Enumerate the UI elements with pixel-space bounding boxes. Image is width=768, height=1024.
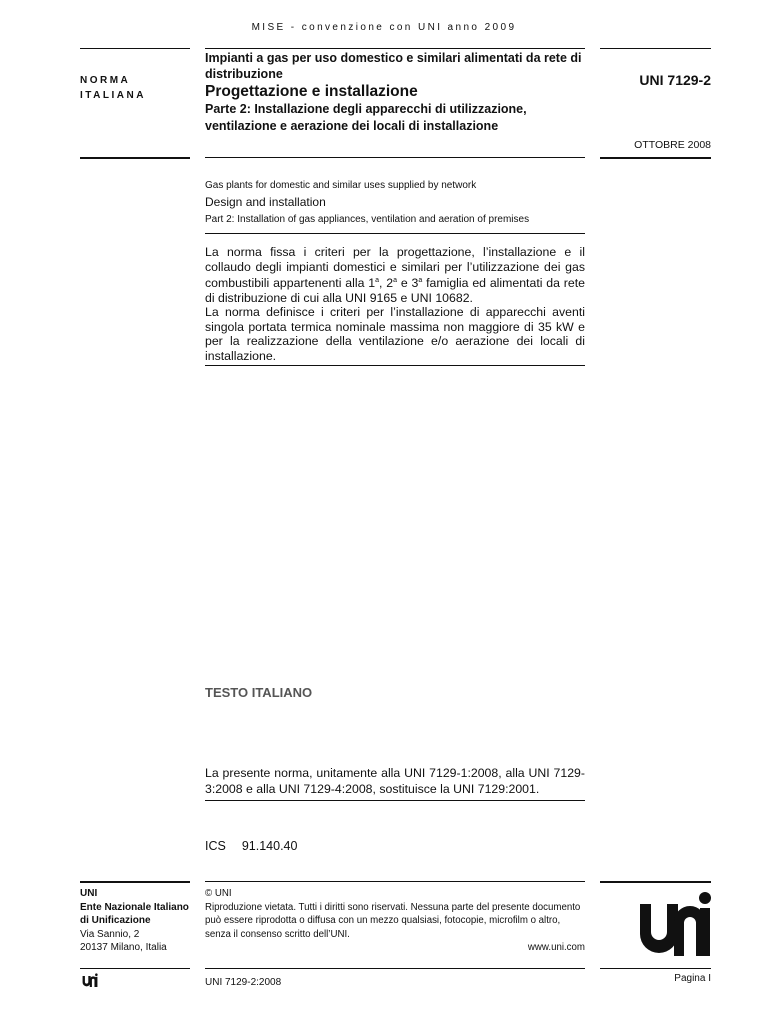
rule-mid-bottom bbox=[205, 968, 585, 969]
publisher-short: UNI bbox=[80, 888, 98, 899]
norma-label-line2: ITALIANA bbox=[80, 90, 146, 101]
publisher-info bbox=[80, 887, 195, 955]
english-title-block bbox=[205, 180, 595, 227]
title-line2: Progettazione e installazione bbox=[205, 83, 418, 100]
testo-italiano-label: TESTO ITALIANO bbox=[205, 685, 313, 700]
title-block bbox=[205, 50, 595, 135]
website-link[interactable]: www.uni.com bbox=[527, 942, 585, 953]
uni-logo bbox=[638, 890, 712, 956]
rights-text: Riproduzione vietata. Tutti i diritti sono riservati. Nessuna parte del presente documento può essere riprodotta o diffusa con un mezzo qualsiasi, fotocopie, microfilm o altro, senza il consenso scritto dell’UNI. bbox=[205, 901, 581, 940]
rule-left-footer bbox=[80, 881, 190, 883]
rule-left-mid bbox=[80, 157, 190, 159]
document-header-text: MISE - convenzione con UNI anno 2009 bbox=[251, 22, 517, 33]
english-line2: Design and installation bbox=[205, 195, 326, 209]
english-line1: Gas plants for domestic and similar uses supplied by network bbox=[205, 180, 477, 191]
rule-left-top bbox=[80, 48, 190, 49]
publisher-address-2: 20137 Milano, Italia bbox=[80, 942, 167, 953]
uni-logo-small bbox=[80, 973, 100, 987]
norma-label-line1: NORMA bbox=[80, 75, 131, 86]
publisher-address-1: Via Sannio, 2 bbox=[80, 928, 140, 940]
ics-code bbox=[205, 839, 313, 853]
sup-1: a bbox=[375, 277, 380, 284]
abstract-p1-c: e 3 bbox=[397, 276, 419, 291]
rule-right-bottom bbox=[600, 968, 711, 969]
sup-2: a bbox=[393, 277, 398, 284]
rule-left-bottom bbox=[80, 968, 190, 969]
publisher-name-1: Ente Nazionale Italiano bbox=[80, 901, 189, 913]
rule-mid-footer bbox=[205, 881, 585, 882]
rule-right-mid bbox=[600, 157, 711, 159]
standard-code: UNI 7129-2 bbox=[639, 72, 711, 88]
copyright-line: © UNI bbox=[205, 888, 232, 899]
abstract-p1-a: La norma fissa i criteri per la progettazione, l’installazione e il collaudo degli impianti domestici e similari per l’utilizzazione dei gas combustibili appartenenti alla 1 bbox=[205, 245, 585, 291]
abstract-p1-d: famiglia ed alimentati da rete di distribuzione di cui alla UNI 9165 e UNI 10682. bbox=[205, 276, 585, 305]
rule-abstract-top bbox=[205, 233, 585, 234]
rule-mid-top bbox=[205, 48, 585, 49]
title-line3: Parte 2: Installazione degli apparecchi di utilizzazione, ventilazione e aerazione dei locali di installazione bbox=[205, 102, 527, 133]
rule-mid-mid bbox=[205, 157, 585, 158]
abstract bbox=[205, 245, 585, 363]
publisher-name-2: di Unificazione bbox=[80, 915, 151, 926]
abstract-p1-b: , 2 bbox=[379, 276, 394, 291]
rule-right-top bbox=[600, 48, 711, 49]
rule-abstract-bottom bbox=[205, 365, 585, 366]
sup-3: a bbox=[418, 277, 423, 284]
replacement-note: La presente norma, unitamente alla UNI 7129-1:2008, alla UNI 7129-3:2008 e alla UNI 7129-4:2008, sostituisce la UNI 7129:2001. bbox=[205, 766, 585, 796]
publication-date: OTTOBRE 2008 bbox=[634, 139, 711, 151]
title-line1: Impianti a gas per uso domestico e similari alimentati da rete di distribuzione bbox=[205, 51, 582, 81]
ics-label: ICS bbox=[205, 839, 226, 853]
rule-right-footer bbox=[600, 881, 711, 883]
abstract-paragraph-1 bbox=[205, 245, 585, 305]
copyright-notice bbox=[205, 887, 585, 941]
ics-value: 91.140.40 bbox=[241, 839, 298, 853]
norma-italiana-label bbox=[80, 73, 146, 103]
abstract-paragraph-2: La norma definisce i criteri per l’installazione di apparecchi aventi singola portata termica nominale massima non maggiore di 35 kW e per la realizzazione della ventilazione e/o aerazione dei locali di installazione. bbox=[205, 305, 585, 363]
english-line3: Part 2: Installation of gas appliances, ventilation and aeration of premises bbox=[205, 214, 530, 225]
rule-replaces-bottom bbox=[205, 800, 585, 801]
page-footer-code: UNI 7129-2:2008 bbox=[205, 977, 282, 988]
page-number: Pagina I bbox=[674, 973, 711, 984]
